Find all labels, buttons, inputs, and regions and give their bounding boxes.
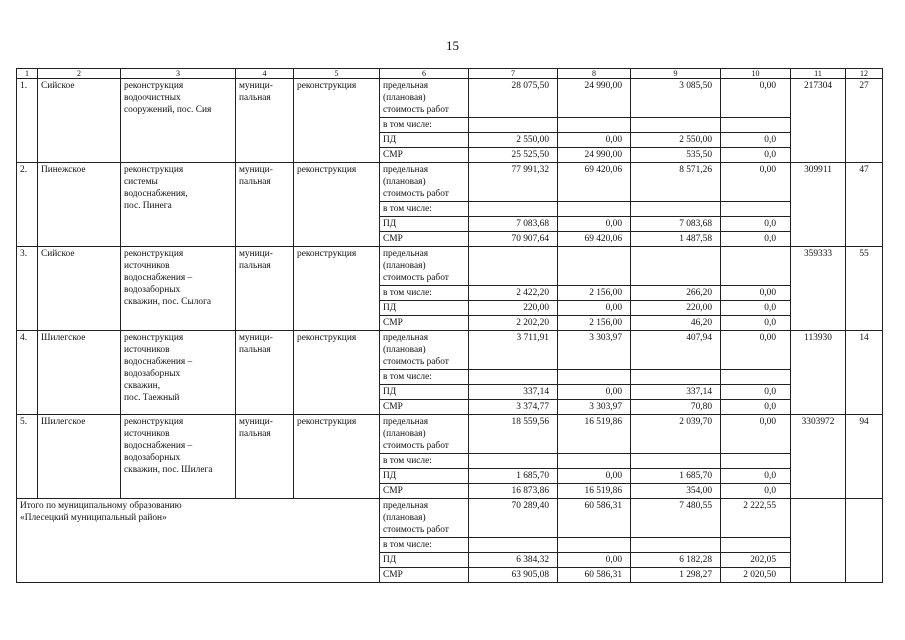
pd-label: ПД (380, 553, 469, 568)
pd-label: ПД (380, 469, 469, 484)
value-cell (558, 118, 631, 133)
value-cell: 16 519,86 (558, 415, 631, 454)
value-cell (558, 538, 631, 553)
value-cell: 3 085,50 (631, 79, 721, 118)
value-cell: 3 711,91 (469, 331, 558, 370)
value-cell (631, 118, 721, 133)
value-cell: 7 083,68 (631, 217, 721, 232)
municipality-cell: Сийское (38, 247, 121, 331)
value-cell (469, 538, 558, 553)
value-cell: 337,14 (631, 385, 721, 400)
column-number-row (17, 69, 883, 79)
value-cell: 407,94 (631, 331, 721, 370)
value-cell: 0,00 (558, 469, 631, 484)
col-header: 1 (17, 69, 38, 79)
cost-label: предельная (плановая) стоимость работ (380, 247, 469, 286)
work-type-cell: реконструкция (294, 247, 380, 331)
value-cell: 0,0 (721, 469, 791, 484)
total-label: Итого по муниципальному образованию «Плесецкий муниципальный район» (17, 499, 380, 583)
smr-label: СМР (380, 232, 469, 247)
value-cell: 0,00 (721, 79, 791, 118)
value-cell: 0,00 (558, 553, 631, 568)
pd-label: ПД (380, 133, 469, 148)
object-cell: реконструкция источников водоснабжения – водозаборных скважин, пос. Сылога (121, 247, 236, 331)
col11-cell (791, 499, 846, 583)
incl-label: в том числе: (380, 286, 469, 301)
value-cell: 3 374,77 (469, 400, 558, 415)
ownership-cell: муници- пальная (236, 79, 294, 163)
value-cell: 535,50 (631, 148, 721, 163)
value-cell: 0,0 (721, 484, 791, 499)
value-cell: 220,00 (631, 301, 721, 316)
table-row (17, 163, 883, 202)
value-cell (631, 370, 721, 385)
value-cell (721, 118, 791, 133)
value-cell: 2 156,00 (558, 286, 631, 301)
object-cell: реконструкция водоочистных сооружений, пос. Сия (121, 79, 236, 163)
value-cell (631, 247, 721, 286)
value-cell: 2 222,55 (721, 499, 791, 538)
value-cell: 8 571,26 (631, 163, 721, 202)
value-cell (631, 202, 721, 217)
value-cell (631, 454, 721, 469)
value-cell: 0,0 (721, 301, 791, 316)
value-cell: 70 907,64 (469, 232, 558, 247)
value-cell: 0,0 (721, 385, 791, 400)
table-body (17, 69, 883, 583)
incl-label: в том числе: (380, 370, 469, 385)
value-cell: 0,00 (721, 286, 791, 301)
object-cell: реконструкция источников водоснабжения – водозаборных скважин, пос. Шилега (121, 415, 236, 499)
value-cell: 2 550,00 (631, 133, 721, 148)
cost-label: предельная (плановая) стоимость работ (380, 163, 469, 202)
value-cell: 18 559,56 (469, 415, 558, 454)
value-cell: 3 303,97 (558, 331, 631, 370)
cost-label: предельная (плановая) стоимость работ (380, 415, 469, 454)
value-cell: 0,00 (558, 385, 631, 400)
row-number: 5. (17, 415, 38, 499)
col-header: 5 (294, 69, 380, 79)
table-row (17, 331, 883, 370)
smr-label: СМР (380, 148, 469, 163)
value-cell: 7 083,68 (469, 217, 558, 232)
value-cell: 2 039,70 (631, 415, 721, 454)
value-cell: 0,00 (558, 301, 631, 316)
pd-label: ПД (380, 301, 469, 316)
col-header: 9 (631, 69, 721, 79)
object-cell: реконструкция источников водоснабжения – водозаборных скважин, пос. Таежный (121, 331, 236, 415)
object-cell: реконструкция системы водоснабжения, пос. Пинега (121, 163, 236, 247)
total-row (17, 499, 883, 538)
col12-cell: 55 (846, 247, 883, 331)
value-cell (721, 370, 791, 385)
value-cell: 354,00 (631, 484, 721, 499)
value-cell: 46,20 (631, 316, 721, 331)
smr-label: СМР (380, 568, 469, 583)
col11-cell: 217304 (791, 79, 846, 163)
value-cell: 28 075,50 (469, 79, 558, 118)
value-cell: 70 289,40 (469, 499, 558, 538)
value-cell: 2 550,00 (469, 133, 558, 148)
col-header: 6 (380, 69, 469, 79)
value-cell: 6 182,28 (631, 553, 721, 568)
value-cell (469, 247, 558, 286)
table-row (17, 79, 883, 118)
col11-cell: 359333 (791, 247, 846, 331)
work-type-cell: реконструкция (294, 79, 380, 163)
value-cell: 69 420,06 (558, 163, 631, 202)
investment-table (16, 68, 883, 583)
value-cell: 2 156,00 (558, 316, 631, 331)
value-cell: 337,14 (469, 385, 558, 400)
value-cell: 3 303,97 (558, 400, 631, 415)
ownership-cell: муници- пальная (236, 331, 294, 415)
work-type-cell: реконструкция (294, 163, 380, 247)
value-cell: 0,0 (721, 232, 791, 247)
value-cell: 2 020,50 (721, 568, 791, 583)
col-header: 4 (236, 69, 294, 79)
smr-label: СМР (380, 484, 469, 499)
value-cell (721, 538, 791, 553)
ownership-cell: муници- пальная (236, 247, 294, 331)
col11-cell: 113930 (791, 331, 846, 415)
value-cell (469, 118, 558, 133)
value-cell (721, 247, 791, 286)
row-number: 4. (17, 331, 38, 415)
work-type-cell: реконструкция (294, 331, 380, 415)
value-cell: 0,00 (721, 415, 791, 454)
cost-label: предельная (плановая) стоимость работ (380, 331, 469, 370)
table-row (17, 415, 883, 454)
incl-label: в том числе: (380, 118, 469, 133)
row-number: 1. (17, 79, 38, 163)
col-header: 2 (38, 69, 121, 79)
value-cell: 77 991,32 (469, 163, 558, 202)
smr-label: СМР (380, 400, 469, 415)
col12-cell: 94 (846, 415, 883, 499)
row-number: 2. (17, 163, 38, 247)
value-cell: 266,20 (631, 286, 721, 301)
col12-cell: 47 (846, 163, 883, 247)
value-cell: 24 990,00 (558, 79, 631, 118)
value-cell: 25 525,50 (469, 148, 558, 163)
col12-cell: 14 (846, 331, 883, 415)
value-cell: 220,00 (469, 301, 558, 316)
table-row (17, 247, 883, 286)
value-cell (558, 370, 631, 385)
municipality-cell: Шилегское (38, 331, 121, 415)
value-cell: 1 685,70 (469, 469, 558, 484)
value-cell: 70,80 (631, 400, 721, 415)
value-cell: 202,05 (721, 553, 791, 568)
value-cell: 16 873,86 (469, 484, 558, 499)
incl-label: в том числе: (380, 538, 469, 553)
value-cell: 7 480,55 (631, 499, 721, 538)
value-cell: 1 298,27 (631, 568, 721, 583)
work-type-cell: реконструкция (294, 415, 380, 499)
value-cell (558, 202, 631, 217)
value-cell: 1 487,58 (631, 232, 721, 247)
value-cell: 0,00 (721, 331, 791, 370)
municipality-cell: Сийское (38, 79, 121, 163)
col11-cell: 3303972 (791, 415, 846, 499)
municipality-cell: Шилегское (38, 415, 121, 499)
pd-label: ПД (380, 217, 469, 232)
value-cell (469, 202, 558, 217)
value-cell (558, 247, 631, 286)
value-cell (469, 454, 558, 469)
value-cell: 0,00 (558, 217, 631, 232)
value-cell: 0,0 (721, 133, 791, 148)
value-cell: 0,00 (558, 133, 631, 148)
pd-label: ПД (380, 385, 469, 400)
value-cell (558, 454, 631, 469)
value-cell: 2 422,20 (469, 286, 558, 301)
ownership-cell: муници- пальная (236, 163, 294, 247)
page-number: 15 (446, 38, 459, 53)
row-number: 3. (17, 247, 38, 331)
value-cell (721, 454, 791, 469)
value-cell (721, 202, 791, 217)
value-cell: 6 384,32 (469, 553, 558, 568)
value-cell: 2 202,20 (469, 316, 558, 331)
col11-cell: 309911 (791, 163, 846, 247)
value-cell: 0,0 (721, 400, 791, 415)
cost-label: предельная (плановая) стоимость работ (380, 79, 469, 118)
smr-label: СМР (380, 316, 469, 331)
cost-label: предельная (плановая) стоимость работ (380, 499, 469, 538)
col-header: 12 (846, 69, 883, 79)
ownership-cell: муници- пальная (236, 415, 294, 499)
col-header: 10 (721, 69, 791, 79)
incl-label: в том числе: (380, 454, 469, 469)
value-cell: 16 519,86 (558, 484, 631, 499)
value-cell: 0,0 (721, 148, 791, 163)
value-cell: 24 990,00 (558, 148, 631, 163)
value-cell (631, 538, 721, 553)
value-cell: 0,00 (721, 163, 791, 202)
col12-cell: 27 (846, 79, 883, 163)
incl-label: в том числе: (380, 202, 469, 217)
municipality-cell: Пинежское (38, 163, 121, 247)
value-cell: 69 420,06 (558, 232, 631, 247)
value-cell: 0,0 (721, 217, 791, 232)
value-cell: 60 586,31 (558, 499, 631, 538)
value-cell (469, 370, 558, 385)
col-header: 7 (469, 69, 558, 79)
value-cell: 63 905,08 (469, 568, 558, 583)
value-cell: 0,0 (721, 316, 791, 331)
col-header: 11 (791, 69, 846, 79)
value-cell: 60 586,31 (558, 568, 631, 583)
value-cell: 1 685,70 (631, 469, 721, 484)
col-header: 8 (558, 69, 631, 79)
col-header: 3 (121, 69, 236, 79)
col12-cell (846, 499, 883, 583)
